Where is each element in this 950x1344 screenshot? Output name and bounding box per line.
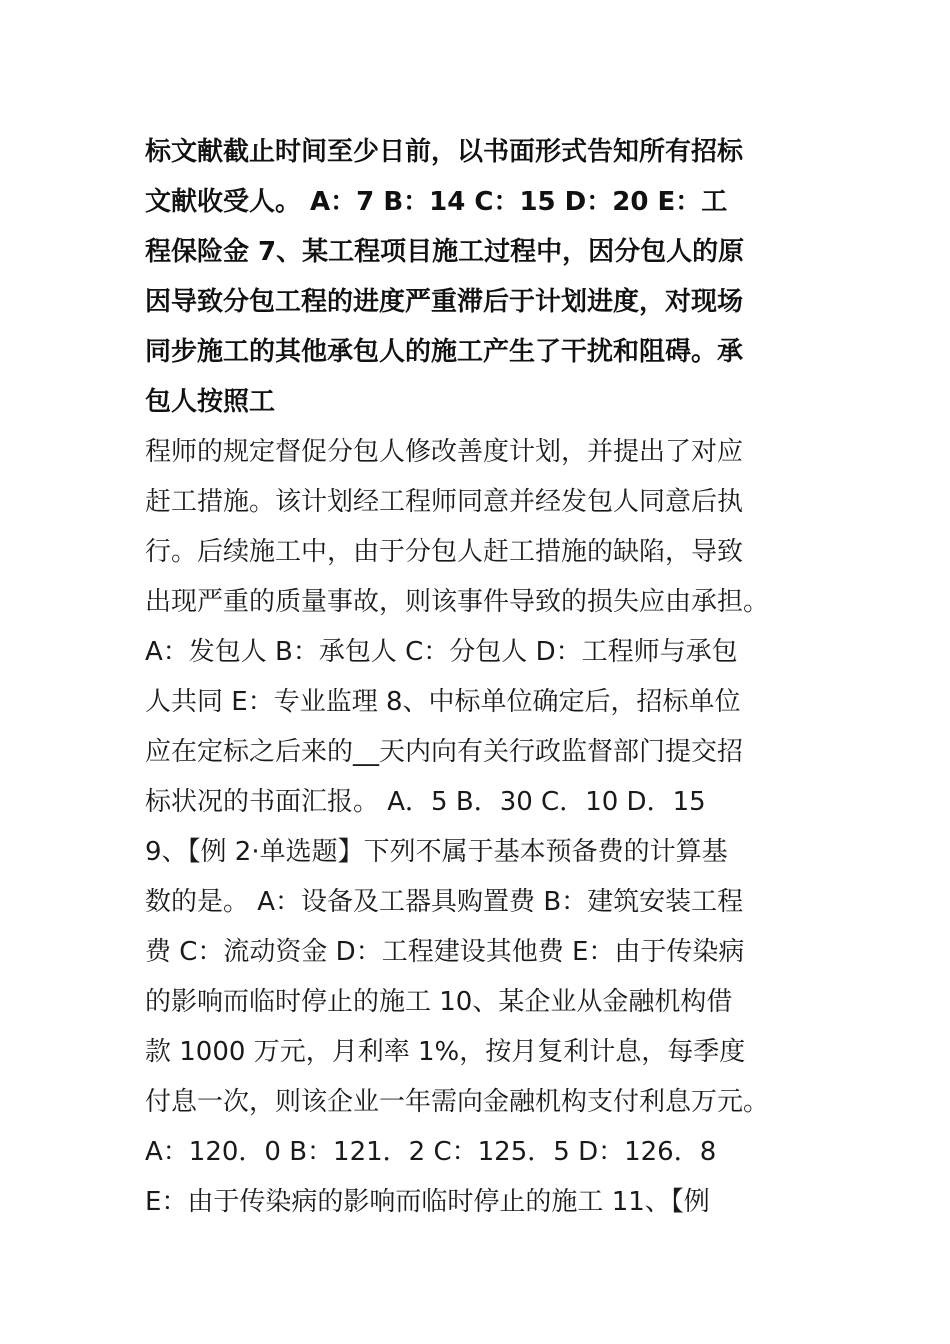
text-line: 因导致分包工程的进度严重滞后于计划进度，对现场 bbox=[145, 287, 744, 317]
text-line: 行。后续施工中，由于分包人赶工措施的缺陷，导致 bbox=[145, 537, 744, 567]
text-line: 赶工措施。该计划经工程师同意并经发包人同意后执 bbox=[145, 487, 744, 517]
text-line: 同步施工的其他承包人的施工产生了干扰和阻碍。承 bbox=[145, 337, 744, 367]
text-line: 9、【例 2·单选题】下列不属于基本预备费的计算基 bbox=[145, 837, 728, 867]
text-line: A：发包人 B：承包人 C：分包人 D：工程师与承包 bbox=[145, 637, 738, 667]
text-line: 数的是。 A：设备及工器具购置费 B：建筑安装工程 bbox=[145, 887, 744, 917]
text-line: 程师的规定督促分包人修改善度计划，并提出了对应 bbox=[145, 437, 744, 467]
bold-paragraph bbox=[145, 127, 811, 427]
text-line: 款 1000 万元，月利率 1%，按月复利计息，每季度 bbox=[145, 1037, 746, 1067]
text-line: E：由于传染病的影响而临时停止的施工 11、【例 bbox=[145, 1187, 710, 1217]
text-line: 标文献截止时间至少日前，以书面形式告知所有招标 bbox=[145, 137, 744, 167]
text-line: 出现严重的质量事故，则该事件导致的损失应由承担。 bbox=[145, 587, 770, 617]
text-line: 付息一次，则该企业一年需向金融机构支付利息万元。 bbox=[145, 1087, 770, 1117]
normal-paragraph bbox=[145, 427, 811, 1227]
text-line: 应在定标之后来的__天内向有关行政监督部门提交招 bbox=[145, 737, 744, 767]
text-line: 的影响而临时停止的施工 10、某企业从金融机构借 bbox=[145, 987, 733, 1017]
text-line: 包人按照工 bbox=[145, 387, 276, 417]
text-line: 标状况的书面汇报。 A．5 B．30 C．10 D．15 bbox=[145, 787, 706, 817]
text-line: 程保险金 7、某工程项目施工过程中，因分包人的原 bbox=[145, 237, 745, 267]
text-line: 人共同 E：专业监理 8、中标单位确定后，招标单位 bbox=[145, 687, 741, 717]
text-line: 费 C：流动资金 D：工程建设其他费 E：由于传染病 bbox=[145, 937, 745, 967]
text-line: A：120．0 B：121．2 C：125．5 D：126．8 bbox=[145, 1137, 717, 1167]
text-line: 文献收受人。 A：7 B：14 C：15 D：20 E：工 bbox=[145, 187, 728, 217]
